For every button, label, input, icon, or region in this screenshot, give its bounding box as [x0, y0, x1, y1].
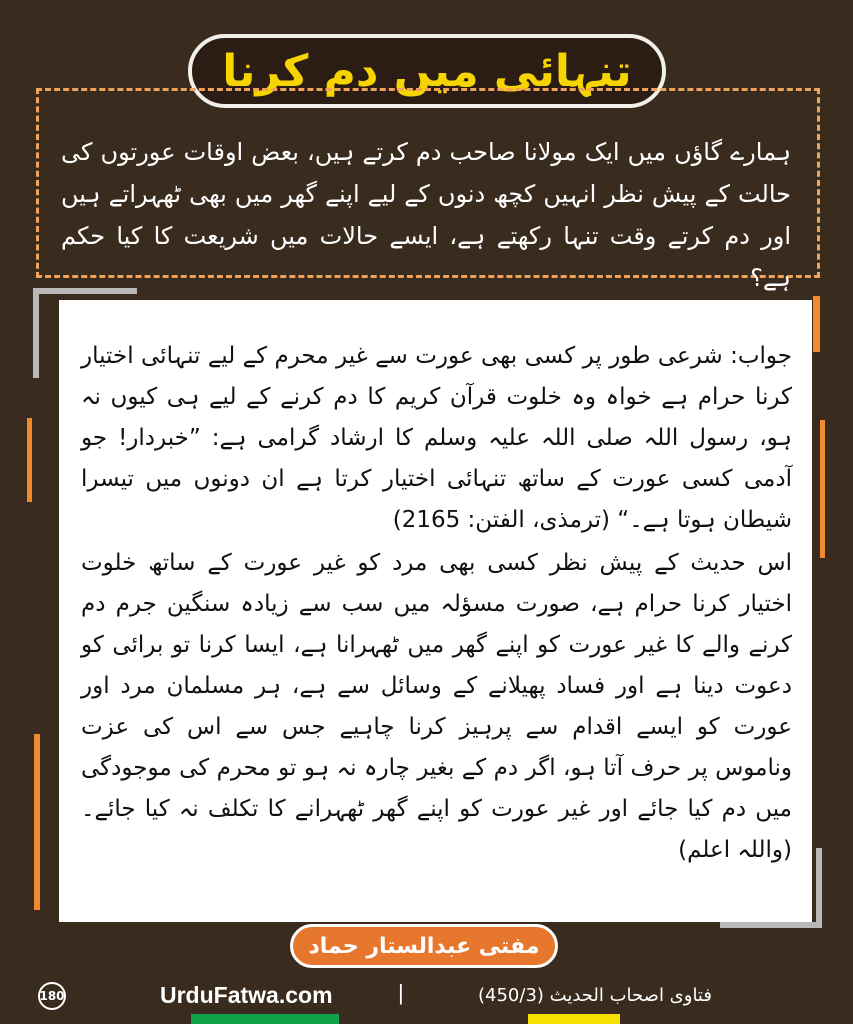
source-reference: فتاوی اصحاب الحدیث (450/3)	[478, 985, 712, 1006]
accent-bar-left-top	[27, 418, 32, 502]
footer-separator: |	[398, 980, 404, 1005]
footer-bar-yellow	[528, 1014, 620, 1024]
question-box	[36, 88, 820, 292]
accent-bar-right-middle	[820, 420, 825, 558]
corner-bracket-bottom-right	[720, 848, 822, 928]
author-badge	[290, 924, 558, 968]
page-title: تنہائی میں دم کرنا	[222, 45, 632, 97]
answer-paragraph-1: جواب: شرعی طور پر کسی بھی عورت سے غیر محرم کے لیے تنہائی اختیار کرنا حرام ہے خواہ وہ خلوت قرآن کریم کا دم کرنے کے لیے ہی کیوں نہ ہو، رسول اللہ صلی اللہ علیہ وسلم کا ارشاد گرامی ہے: ”خبردار! جو آدمی کسی عورت کے ساتھ تنہائی اختیار کرتا ہے ان دونوں میں تیسرا شیطان ہوتا ہے۔“ (ترمذی، الفتن: 2165)	[81, 343, 792, 533]
accent-bar-left-bottom	[34, 734, 40, 910]
website-link[interactable]: UrduFatwa.com	[160, 982, 333, 1008]
author-name: مفتی عبدالستار حماد	[308, 933, 540, 959]
accent-bar-right-top	[813, 296, 820, 352]
answer-paragraph-2: اس حدیث کے پیش نظر کسی بھی مرد کو غیر عورت کے ساتھ خلوت اختیار کرنا حرام ہے، صورت مسؤلہ میں سب سے زیادہ سنگین جرم دم کرنے والے کا غیر عورت کو اپنے گھر میں ٹھہرانا ہے، ایسا کرنا تو برائی کو دعوت دینا ہے اور فساد پھیلانے کے وسائل سے ہے، ہر مسلمان مرد اور عورت کو ایسے اقدام سے پرہیز کرنا چاہیے جس سے اس کی عزت وناموس پر حرف آتا ہو، اگر دم کے بغیر چارہ نہ ہو تو محرم کی موجودگی میں دم کیا جائے اور غیر عورت کو اپنے گھر ٹھہرانے کا تکلف نہ کیا جائے۔ (واللہ اعلم)	[81, 550, 792, 863]
footer-bar-green	[191, 1014, 339, 1024]
answer-card	[59, 300, 812, 922]
question-text: ہمارے گاؤں میں ایک مولانا صاحب دم کرتے ہیں، بعض اوقات عورتوں کی حالت کے پیش نظر انہیں کچھ دنوں کے لیے اپنے گھر میں بھی ٹھہراتے ہیں اور دم کرتے وقت تنہا رکھتے ہے، ایسے حالات میں شریعت کا کیا حکم ہے؟	[61, 138, 791, 292]
page-number: 180	[38, 982, 66, 1010]
